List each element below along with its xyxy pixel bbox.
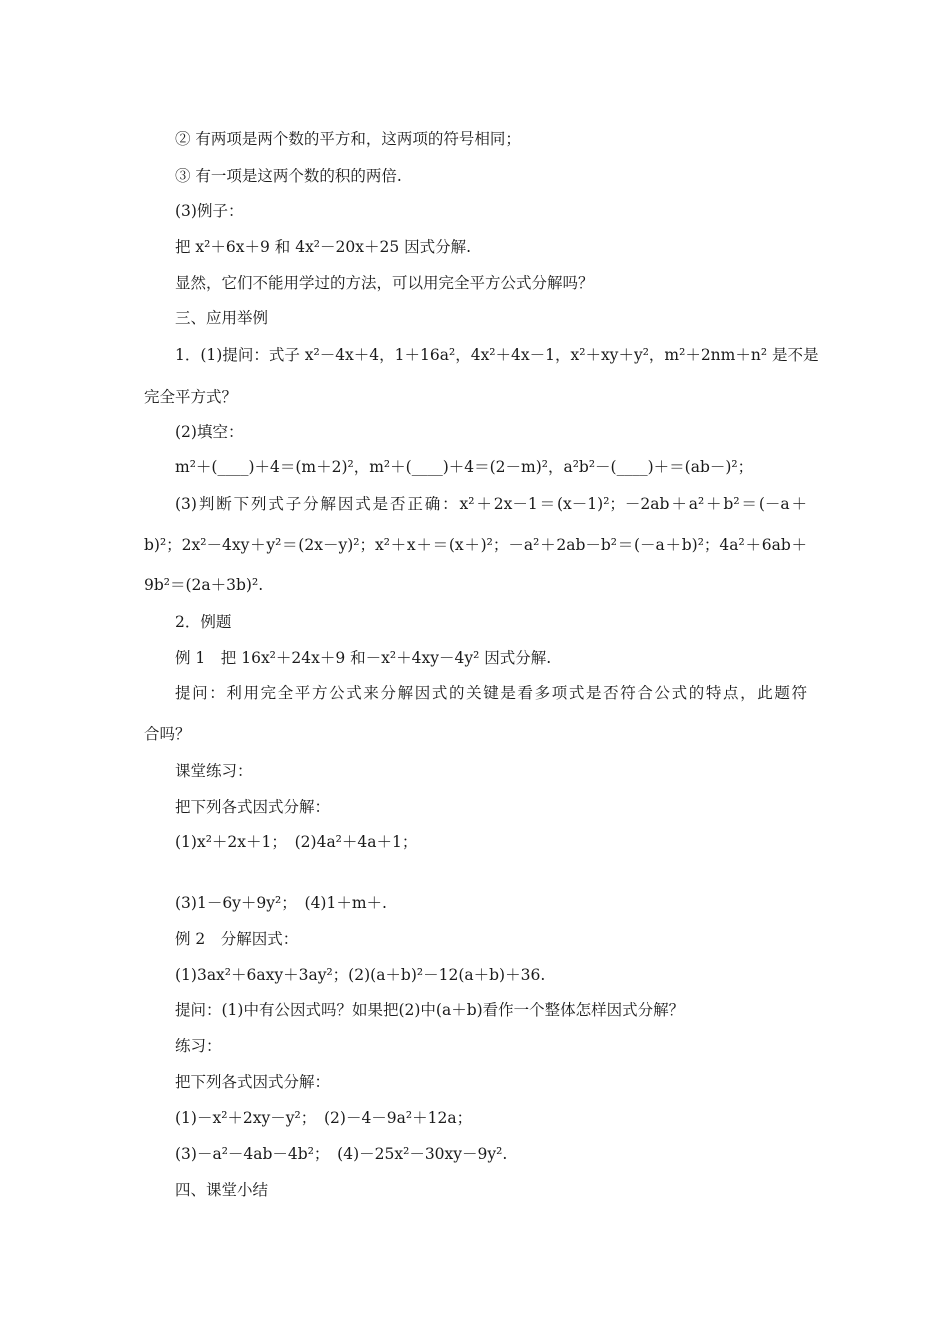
text-line: 把下列各式因式分解： (175, 1073, 331, 1091)
section-heading: 2．例题 (175, 613, 232, 631)
text-line: (3)例子： (175, 202, 244, 220)
text-line: 1．(1)提问：式子 x²－4x＋4，1＋16a²，4x²＋4x－1，x²＋xy＋y²，m²＋2nm＋n² 是不是 (175, 346, 819, 364)
text-line: (1)3ax²＋6axy＋3ay²；(2)(a＋b)²－12(a＋b)＋36. (175, 966, 546, 984)
text-line: (2)填空： (175, 423, 244, 441)
text-line: (1)－x²＋2xy－y²； (2)－4－9a²＋12a； (175, 1109, 473, 1127)
text-line: 例 1 把 16x²＋24x＋9 和－x²＋4xy－4y² 因式分解. (175, 649, 552, 667)
text-line: 显然，它们不能用学过的方法，可以用完全平方公式分解吗？ (175, 274, 594, 292)
text-line: 9b²＝(2a＋3b)². (144, 576, 264, 594)
text-line: (3)－a²－4ab－4b²； (4)－25x²－30xy－9y². (175, 1145, 508, 1163)
text-line: ② 有两项是两个数的平方和，这两项的符号相同； (175, 130, 521, 148)
text-line: 课堂练习： (175, 762, 253, 780)
text-line: 提问：(1)中有公因式吗？如果把(2)中(a＋b)看作一个整体怎样因式分解？ (175, 1001, 685, 1019)
text-line: m²＋(____)＋4＝(m＋2)²，m²＋(____)＋4＝(2－m)²，a²b²－(____)＋＝(ab－)²； (175, 458, 754, 476)
text-line: (3)判断下列式子分解因式是否正确：x²＋2x－1＝(x－1)²；－2ab＋a²＋b²＝(－a＋ (175, 495, 807, 513)
section-heading: 三、应用举例 (175, 309, 269, 327)
section-heading: 例 2 分解因式： (175, 930, 299, 948)
text-line: 合吗？ (144, 725, 191, 743)
section-heading: 四、课堂小结 (175, 1181, 269, 1199)
text-line: ③ 有一项是这两个数的积的两倍. (175, 167, 402, 185)
text-line: 提问：利用完全平方公式来分解因式的关键是看多项式是否符合公式的特点，此题符 (175, 684, 807, 702)
text-line: 把下列各式因式分解： (175, 798, 331, 816)
text-line: (1)x²＋2x＋1； (2)4a²＋4a＋1； (175, 833, 418, 851)
text-line: 完全平方式？ (144, 388, 238, 406)
text-line: (3)1－6y＋9y²； (4)1＋m＋. (175, 894, 387, 912)
text-line: 把 x²＋6x＋9 和 4x²－20x＋25 因式分解. (175, 238, 472, 256)
text-line: b)²；2x²－4xy＋y²＝(2x－y)²；x²＋x＋＝(x＋)²；－a²＋2ab－b²＝(－a＋b)²；4a²＋6ab＋ (144, 536, 807, 554)
text-line: 练习： (175, 1037, 222, 1055)
